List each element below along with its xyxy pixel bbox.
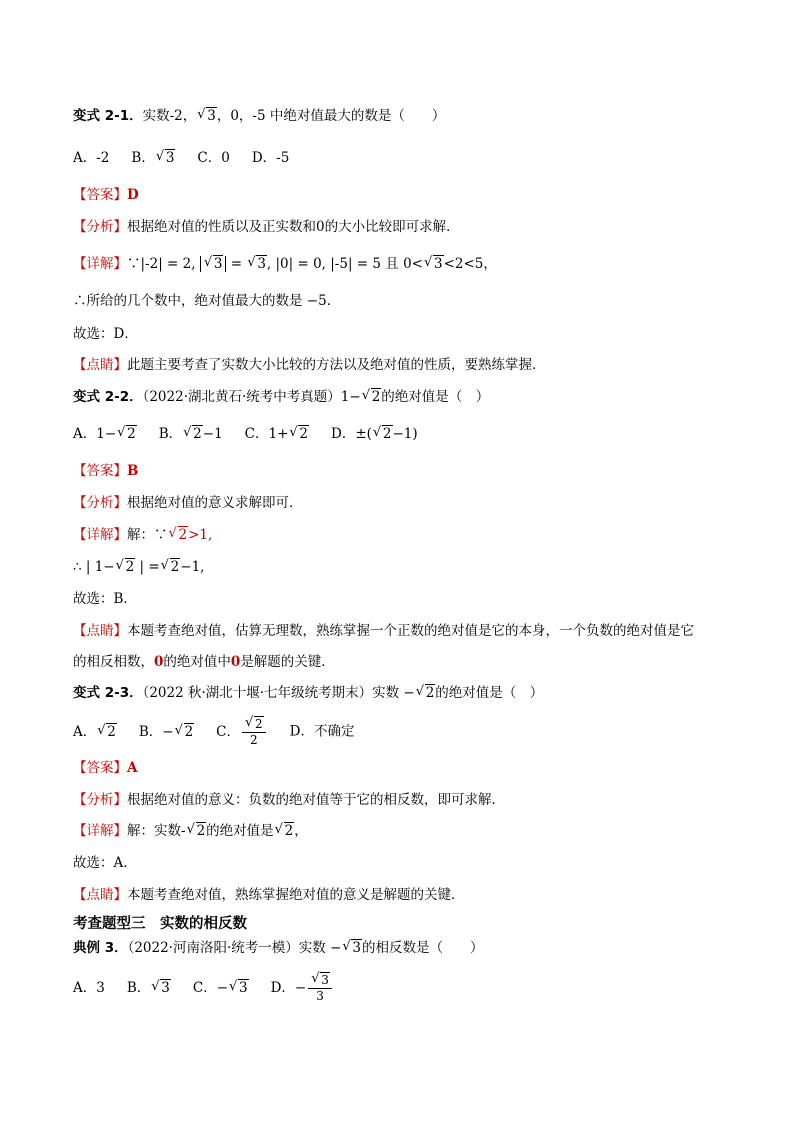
option-b: B．√ 2−1 xyxy=(159,426,223,442)
q21-options xyxy=(73,148,289,168)
option-d: D．-5 xyxy=(251,150,290,166)
q21-label: 变式 2-1． xyxy=(73,108,143,124)
q22-comment: 【点睛】本题考查绝对值，估算无理数，熟练掌握一个正数的绝对值是它的本身，一个负数的绝对值是它 xyxy=(73,623,694,639)
option-d: D．− √ $\frac{3}{3}$ xyxy=(271,980,334,996)
q23-choose: 故选：A． xyxy=(73,855,137,871)
q21-detail-2: ∴所给的几个数中，绝对值最大的数是 −5． xyxy=(73,293,341,309)
q22-stem: 变式 2-2．（2022·湖北黄石·统考中考真题）1−√ 2的绝对值是（ ） xyxy=(73,387,489,407)
q23-detail: 【详解】解：实数-√ 2的绝对值是√ 2， xyxy=(73,821,308,841)
q21-stem: 变式 2-1．实数-2，√ 3，0，-5 中绝对值最大的数是（ ） xyxy=(73,106,445,126)
option-a: A．-2 xyxy=(73,150,110,166)
option-b: B．−√ 2 xyxy=(139,724,194,740)
q23-analysis: 【分析】根据绝对值的意义：负数的绝对值等于它的相反数，即可求解． xyxy=(73,792,505,808)
option-c: C．−√ 3 xyxy=(193,980,249,996)
option-a: A．3 xyxy=(73,979,105,996)
ex3-stem: 典例 3．（2022·河南洛阳·统考一模）实数 −√ 3的相反数是（ ） xyxy=(73,938,484,958)
q22-options xyxy=(73,424,418,444)
option-d: D．±(√ 2−1) xyxy=(331,426,418,442)
q22-answer: 【答案】B xyxy=(73,463,139,479)
sqrt-symbol: √ 3 xyxy=(197,106,217,126)
q22-detail-2: ∴ | 1−√ 2 | =√ 2−1, xyxy=(73,557,204,577)
q21-detail: 【详解】∵|-2| = 2, √ 3 = √ 3, |0| = 0, |-5| = 5 且 0<√ 3<2<5， xyxy=(73,254,497,274)
option-a: A．1−√ 2 xyxy=(73,426,137,442)
option-c: C． √ $\frac{2}{2}$ xyxy=(216,724,267,740)
option-a: A．√ 2 xyxy=(73,724,117,740)
option-b: B．√ 3 xyxy=(131,150,175,166)
q21-choose: 故选：D． xyxy=(73,326,138,342)
option-b: B．√ 3 xyxy=(127,980,171,996)
q21-comment: 【点睛】此题主要考查了实数大小比较的方法以及绝对值的性质，要熟练掌握． xyxy=(73,357,546,373)
ex3-options xyxy=(73,972,334,1004)
section-title: 考查题型三 实数的相反数 xyxy=(73,916,247,932)
q22-analysis: 【分析】根据绝对值的意义求解即可． xyxy=(73,495,303,511)
option-c: C．1+√ 2 xyxy=(245,426,309,442)
q23-comment: 【点睛】本题考查绝对值，熟练掌握绝对值的意义是解题的关键． xyxy=(73,887,465,903)
q23-stem: 变式 2-3．（2022 秋·湖北十堰·七年级统考期末）实数 −√ 2的绝对值是（ ） xyxy=(73,683,543,703)
answer-value: D xyxy=(127,187,139,203)
q22-choose: 故选：B． xyxy=(73,591,137,607)
q21-answer: 【答案】D xyxy=(73,187,139,203)
q22-comment-2: 的相反相数，0的绝对值中0是解题的关键． xyxy=(73,654,335,670)
option-d: D．不确定 xyxy=(289,723,355,740)
option-c: C．0 xyxy=(197,150,230,166)
q23-options xyxy=(73,716,354,748)
q21-analysis: 【分析】根据绝对值的性质以及正实数和0的大小比较即可求解． xyxy=(73,219,460,235)
q22-detail: 【详解】解：∵√ 2>1, xyxy=(73,525,212,545)
q23-answer: 【答案】A xyxy=(73,760,138,776)
